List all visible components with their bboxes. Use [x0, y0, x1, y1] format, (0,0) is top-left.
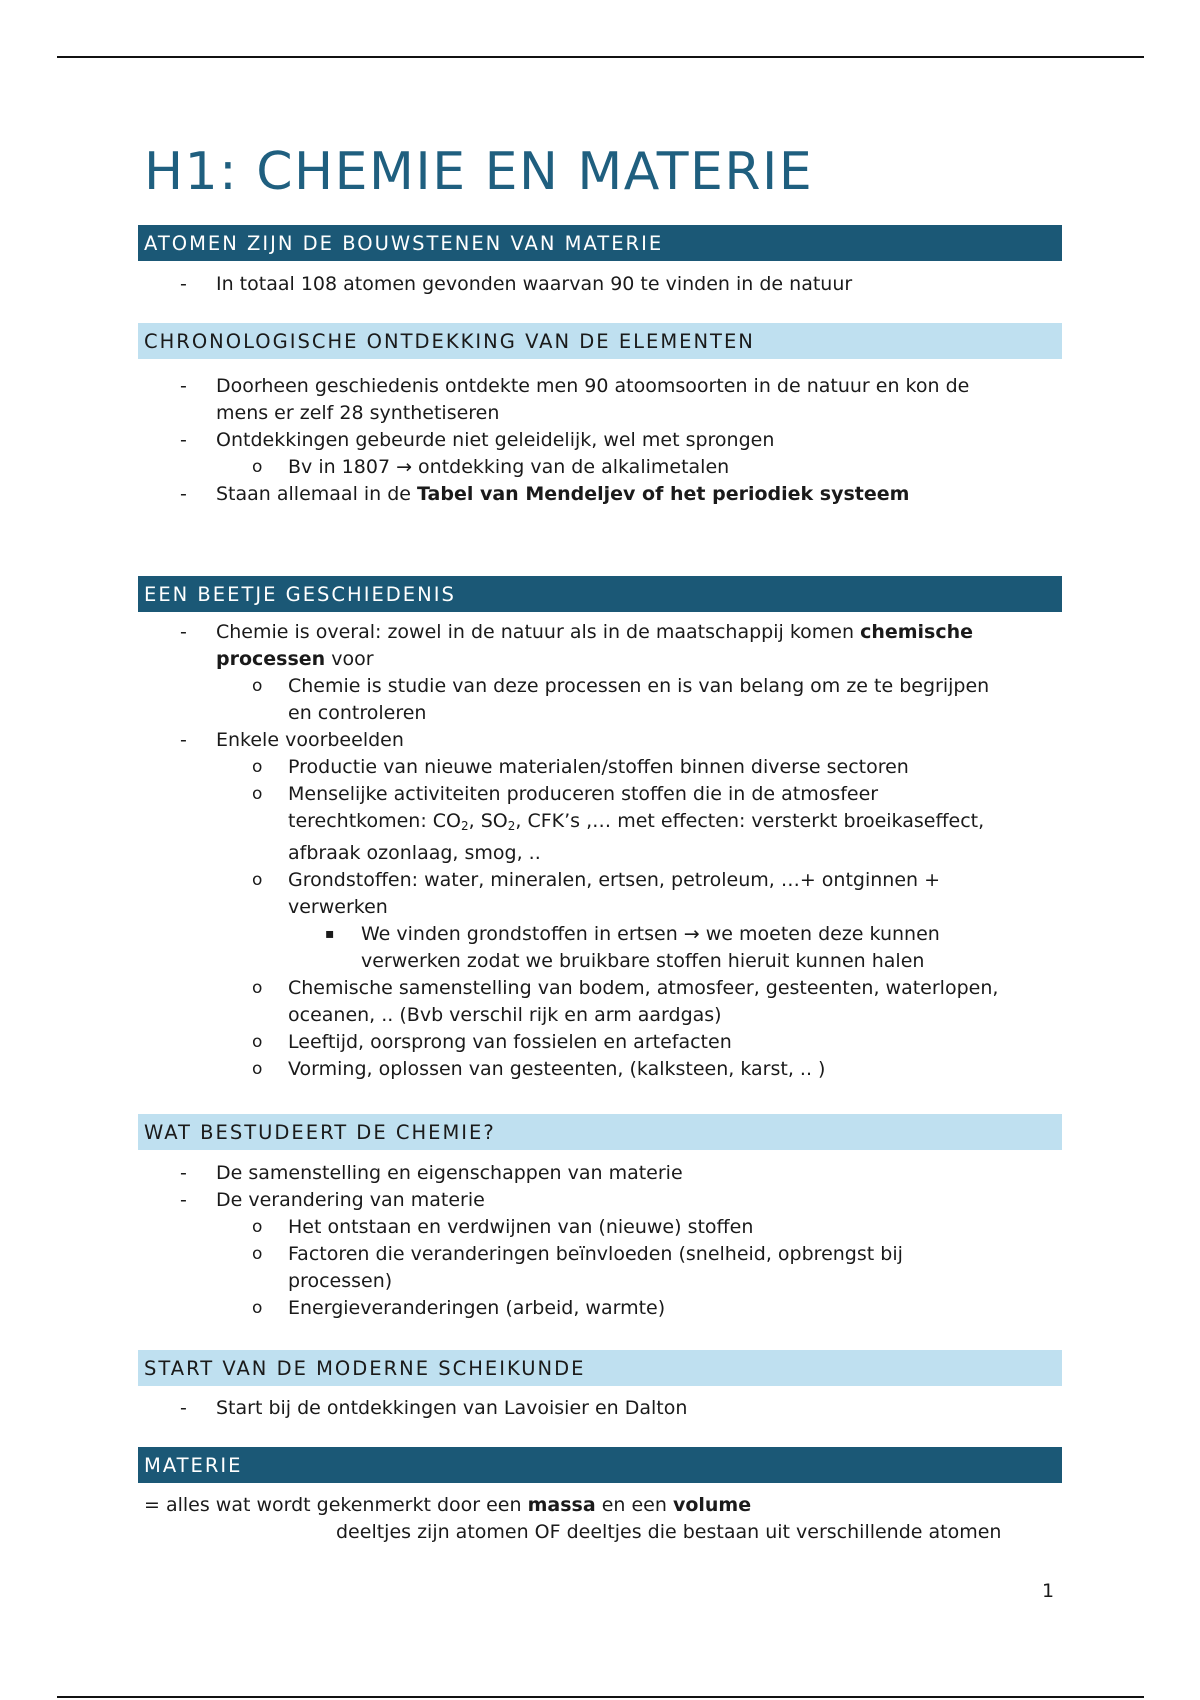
dash-marker: -	[180, 483, 187, 505]
circle-marker: o	[252, 784, 263, 804]
list-item	[138, 619, 1062, 673]
list-item	[138, 1187, 1062, 1214]
list-item-text: terechtkomen: CO	[288, 810, 462, 832]
bullet-list	[138, 373, 1062, 508]
definition-text: = alles wat wordt gekenmerkt door een	[144, 1494, 528, 1516]
bullet-list	[138, 271, 1062, 298]
bold-term: processen	[216, 648, 326, 670]
circle-marker: o	[252, 1059, 263, 1079]
square-marker: ▪	[325, 926, 335, 942]
section-bestudeert	[138, 1114, 1062, 1322]
list-item	[138, 481, 1062, 508]
list-item-text: In totaal 108 atomen gevonden waarvan 90 te vinden in de natuur	[216, 273, 853, 295]
list-item-text: processen)	[288, 1270, 393, 1292]
list-item	[138, 1029, 1062, 1056]
list-item-text: Factoren die veranderingen beïnvloeden (snelheid, opbrengst bij	[288, 1243, 903, 1265]
section-heading: START VAN DE MODERNE SCHEIKUNDE	[138, 1350, 1062, 1386]
dash-marker: -	[180, 273, 187, 295]
list-item-text: De samenstelling en eigenschappen van materie	[216, 1162, 683, 1184]
list-item	[138, 975, 1062, 1029]
list-item-text: We vinden grondstoffen in ertsen → we moeten deze kunnen	[361, 923, 940, 945]
circle-marker: o	[252, 978, 263, 998]
dash-marker: -	[180, 729, 187, 751]
list-item-text: Staan allemaal in de	[216, 483, 418, 505]
section-heading: WAT BESTUDEERT DE CHEMIE?	[138, 1114, 1062, 1150]
list-item-text: Start bij de ontdekkingen van Lavoisier en Dalton	[216, 1397, 688, 1419]
dash-marker: -	[180, 1397, 187, 1419]
list-item	[138, 673, 1062, 727]
section-heading: MATERIE	[138, 1447, 1062, 1483]
list-item-text: mens er zelf 28 synthetiseren	[216, 402, 500, 424]
page-number: 1	[1042, 1580, 1055, 1602]
list-item	[138, 1056, 1062, 1083]
list-item	[138, 1295, 1062, 1322]
circle-marker: o	[252, 457, 263, 477]
definition-line: deeltjes zijn atomen OF deeltjes die bestaan uit verschillende atomen	[336, 1521, 1002, 1543]
list-item-text: Energieveranderingen (arbeid, warmte)	[288, 1297, 666, 1319]
list-item-text: Chemie is studie van deze processen en is van belang om ze te begrijpen	[288, 675, 990, 697]
top-rule	[57, 56, 1144, 58]
section-heading: EEN BEETJE GESCHIEDENIS	[138, 576, 1062, 612]
list-item	[138, 867, 1062, 921]
subscript: 2	[461, 819, 469, 833]
list-item	[138, 1395, 1062, 1422]
list-item	[138, 427, 1062, 454]
section-geschiedenis	[138, 576, 1062, 1083]
list-item-text: Menselijke activiteiten produceren stoffen die in de atmosfeer	[288, 783, 879, 805]
list-item	[138, 1160, 1062, 1187]
list-item-text: verwerken zodat we bruikbare stoffen hieruit kunnen halen	[361, 950, 925, 972]
list-item	[138, 1241, 1062, 1295]
bullet-list	[138, 619, 1062, 1083]
page-title: H1: CHEMIE EN MATERIE	[144, 142, 814, 202]
section-materie	[138, 1447, 1062, 1546]
list-item-text: Doorheen geschiedenis ontdekte men 90 atoomsoorten in de natuur en kon de	[216, 375, 970, 397]
list-item	[138, 781, 1062, 867]
list-item-text: Bv in 1807 → ontdekking van de alkalimetalen	[288, 456, 730, 478]
list-item	[138, 373, 1062, 427]
list-item-text: Chemie is overal: zowel in de natuur als in de maatschappij komen	[216, 621, 861, 643]
list-item-text: Ontdekkingen gebeurde niet geleidelijk, wel met sprongen	[216, 429, 775, 451]
circle-marker: o	[252, 1244, 263, 1264]
dash-marker: -	[180, 621, 187, 643]
subscript: 2	[507, 819, 516, 833]
bold-term: chemische	[860, 621, 974, 643]
list-item-text: Leeftijd, oorsprong van fossielen en artefacten	[288, 1031, 732, 1053]
circle-marker: o	[252, 1298, 263, 1318]
dash-marker: -	[180, 429, 187, 451]
list-item-text: en controleren	[288, 702, 427, 724]
section-atomen	[138, 225, 1062, 298]
list-item-text: , CFK’s ,… met effecten: versterkt broeikaseffect,	[515, 810, 985, 832]
list-item-text: , SO	[468, 810, 508, 832]
list-item-text: afbraak ozonlaag, smog, ..	[288, 842, 541, 864]
list-item	[138, 454, 1062, 481]
definition-line	[138, 1492, 1062, 1519]
list-item	[138, 1214, 1062, 1241]
definition-text: en een	[595, 1494, 673, 1516]
circle-marker: o	[252, 757, 263, 777]
section-heading: CHRONOLOGISCHE ONTDEKKING VAN DE ELEMENTEN	[138, 323, 1062, 359]
section-chronologisch	[138, 323, 1062, 508]
bold-term: massa	[527, 1494, 596, 1516]
list-item-text: Chemische samenstelling van bodem, atmosfeer, gesteenten, waterlopen,	[288, 977, 999, 999]
circle-marker: o	[252, 1217, 263, 1237]
bold-term: volume	[672, 1494, 752, 1516]
dash-marker: -	[180, 1189, 187, 1211]
bottom-rule	[57, 1696, 1144, 1698]
section-heading: ATOMEN ZIJN DE BOUWSTENEN VAN MATERIE	[138, 225, 1062, 261]
circle-marker: o	[252, 676, 263, 696]
list-item-text: Vorming, oplossen van gesteenten, (kalksteen, karst, .. )	[288, 1058, 826, 1080]
section-moderne	[138, 1350, 1062, 1422]
list-item-text: voor	[325, 648, 374, 670]
list-item-text: Enkele voorbeelden	[216, 729, 404, 751]
list-item-text: De verandering van materie	[216, 1189, 485, 1211]
list-item-text: verwerken	[288, 896, 388, 918]
list-item	[138, 271, 1062, 298]
dash-marker: -	[180, 375, 187, 397]
circle-marker: o	[252, 870, 263, 890]
dash-marker: -	[180, 1162, 187, 1184]
bold-term: Tabel van Mendeljev of het periodiek systeem	[417, 483, 910, 505]
list-item-text: Productie van nieuwe materialen/stoffen binnen diverse sectoren	[288, 756, 909, 778]
list-item-text: Grondstoffen: water, mineralen, ertsen, petroleum, …+ ontginnen +	[288, 869, 941, 891]
bullet-list	[138, 1395, 1062, 1422]
list-item-text: Het ontstaan en verdwijnen van (nieuwe) stoffen	[288, 1216, 754, 1238]
bullet-list	[138, 1160, 1062, 1322]
circle-marker: o	[252, 1032, 263, 1052]
list-item	[138, 921, 1062, 975]
list-item	[138, 727, 1062, 754]
list-item	[138, 754, 1062, 781]
list-item-text: oceanen, .. (Bvb verschil rijk en arm aardgas)	[288, 1004, 722, 1026]
